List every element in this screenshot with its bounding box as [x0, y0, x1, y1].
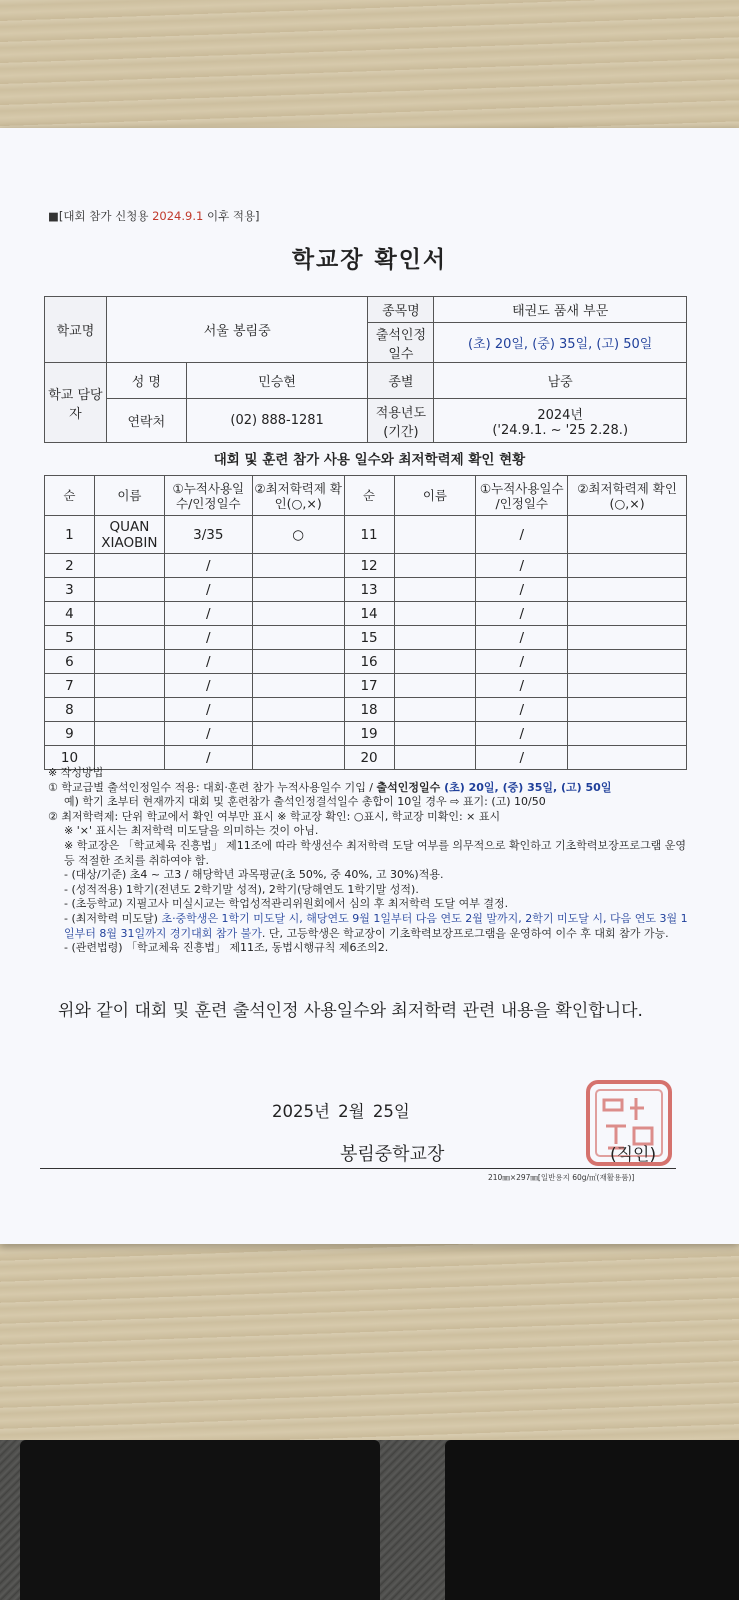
row-number: 17: [344, 674, 394, 698]
paper-spec: 210㎜×297㎜[일반용지 60g/㎡(재활용품)]: [488, 1173, 635, 1182]
note-1-example: 예) 학기 초부터 현재까지 대회 및 훈련참가 출석인정결석일수 총합이 10일 경우 ⇨ 표기: (고) 10/50: [64, 795, 546, 809]
note-5: - (대상/기준) 초4 ~ 고3 / 해당학년 과목평균(초 50%, 중 40%, 고 30%)적용.: [64, 868, 444, 882]
note-8: [48, 912, 696, 941]
seal-label: (직인): [610, 1145, 657, 1165]
table-row: [45, 650, 687, 674]
used-days: /: [476, 578, 568, 602]
student-name: [94, 578, 164, 602]
min-academic-check: [568, 698, 687, 722]
table-row: [45, 722, 687, 746]
year-cell: [434, 399, 687, 443]
row-number: 19: [344, 722, 394, 746]
row-number: 12: [344, 554, 394, 578]
header-no-2: 순: [344, 476, 394, 516]
min-academic-check: [568, 554, 687, 578]
student-name: [394, 698, 476, 722]
principal-name: 봉림중학교장: [340, 1144, 445, 1165]
used-days: /: [164, 650, 252, 674]
row-number: 3: [45, 578, 95, 602]
note-8-tail: . 단, 고등학생은 학교장이 기초학력보장프로그램을 운영하여 이수 후 대회 참가 가능.: [261, 926, 669, 940]
note-1-days: (초) 20일, (중) 35일, (고) 50일: [440, 780, 612, 794]
school-value: 서울 봉림중: [106, 297, 368, 363]
student-name: [394, 674, 476, 698]
min-academic-check: [568, 674, 687, 698]
used-days: /: [164, 674, 252, 698]
name-label: 성 명: [106, 363, 186, 399]
row-number: 2: [45, 554, 95, 578]
note-1: [48, 781, 696, 796]
header-name: 이름: [94, 476, 164, 516]
min-academic-check: [252, 626, 344, 650]
contact-value: (02) 888-1281: [186, 399, 368, 443]
student-name: [394, 516, 476, 554]
student-name: [94, 554, 164, 578]
header-days-2: ①누적사용일수 /인정일수: [476, 476, 568, 516]
student-name: [394, 626, 476, 650]
min-academic-check: [252, 674, 344, 698]
roster-subtitle: 대회 및 훈련 참가 사용 일수와 최저학력제 확인 현황: [213, 452, 526, 468]
document-title: 학교장 확인서: [291, 247, 448, 273]
year-value: 2024년: [537, 407, 583, 423]
top-note-prefix: ■[대회 참가 신청용: [48, 209, 153, 223]
row-number: 11: [344, 516, 394, 554]
school-label: 학교명: [45, 297, 107, 363]
used-days: /: [476, 602, 568, 626]
used-days: /: [164, 602, 252, 626]
min-academic-check: [568, 602, 687, 626]
header-name-2: 이름: [394, 476, 476, 516]
table-row: [45, 674, 687, 698]
note-2: ② 최저학력제: 단위 학교에서 확인 여부만 표시 ※ 학교장 확인: ○표시, 학교장 미확인: × 표시: [48, 809, 501, 823]
used-days: /: [476, 554, 568, 578]
min-academic-check: [252, 578, 344, 602]
row-number: 4: [45, 602, 95, 626]
event-label: 종목명: [368, 297, 434, 323]
student-name: QUAN XIAOBIN: [94, 516, 164, 554]
header-check-2: ②최저학력제 확인(○,×): [568, 476, 687, 516]
table-row: [45, 698, 687, 722]
used-days: /: [164, 554, 252, 578]
note-1-bold: 출석인정일수: [376, 780, 441, 794]
header-days: ①누적사용일수/인정일수: [164, 476, 252, 516]
used-days: /: [164, 626, 252, 650]
student-name: [94, 722, 164, 746]
student-name: [94, 602, 164, 626]
used-days: /: [476, 746, 568, 770]
declaration: 위와 같이 대회 및 훈련 출석인정 사용일수와 최저학력 관련 내용을 확인합니다.: [58, 1001, 643, 1021]
issue-date: 2025년 2월 25일: [272, 1102, 410, 1121]
min-academic-check: [252, 554, 344, 578]
row-number: 16: [344, 650, 394, 674]
row-number: 20: [344, 746, 394, 770]
used-days: /: [476, 650, 568, 674]
row-number: 1: [45, 516, 95, 554]
used-days: /: [164, 578, 252, 602]
student-name: [394, 722, 476, 746]
trouser-leg-left: [20, 1440, 380, 1600]
used-days: /: [164, 698, 252, 722]
row-number: 5: [45, 626, 95, 650]
student-name: [94, 650, 164, 674]
roster-body: [45, 516, 687, 770]
event-value: 태권도 품새 부문: [434, 297, 687, 323]
attendance-value: (초) 20일, (중) 35일, (고) 50일: [434, 323, 687, 363]
min-academic-check: [252, 722, 344, 746]
row-number: 14: [344, 602, 394, 626]
note-1-text: ① 학교급별 출석인정일수 적용: 대회·훈련 참가 누적사용일수 기입 /: [48, 780, 377, 794]
used-days: /: [164, 722, 252, 746]
row-number: 6: [45, 650, 95, 674]
min-academic-check: ○: [252, 516, 344, 554]
table-row: [45, 602, 687, 626]
trouser-leg-right: [445, 1440, 739, 1600]
note-3: ※ '×' 표시는 최저학력 미도달을 의미하는 것이 아님.: [64, 824, 319, 838]
row-number: 8: [45, 698, 95, 722]
used-days: /: [476, 722, 568, 746]
min-academic-check: [568, 722, 687, 746]
row-number: 18: [344, 698, 394, 722]
note-8-label: - (최저학력 미도달): [64, 911, 162, 925]
attendance-label: 출석인정 일수: [368, 323, 434, 363]
student-name: [94, 626, 164, 650]
used-days: /: [164, 746, 252, 770]
note-9: - (관련법령) 「학교체육 진흥법」 제11조, 동법시행규칙 제6조의2.: [64, 941, 389, 955]
min-academic-check: [568, 650, 687, 674]
top-note: [48, 208, 260, 224]
name-value: 민승현: [186, 363, 368, 399]
category-label: 종별: [368, 363, 434, 399]
min-academic-check: [568, 626, 687, 650]
row-number: 10: [45, 746, 95, 770]
student-name: [394, 650, 476, 674]
row-number: 9: [45, 722, 95, 746]
table-row: [45, 578, 687, 602]
manager-label: 학교 담당자: [45, 363, 107, 443]
table-row: [45, 554, 687, 578]
certificate-paper: [0, 128, 739, 1244]
note-4: ※ 학교장은 「학교체육 진흥법」 제11조에 따라 학생선수 최저학력 도달 여부를 의무적으로 확인하고 기초학력보장프로그램 운영 등 적절한 조치를 취하여야 함.: [64, 838, 686, 867]
used-days: /: [476, 674, 568, 698]
top-note-suffix: 이후 적용]: [203, 209, 260, 223]
student-name: [394, 554, 476, 578]
notes-heading: ※ 작성방법: [48, 766, 104, 779]
note-6: - (성적적용) 1학기(전년도 2학기말 성적), 2학기(당해연도 1학기말 성적).: [64, 882, 419, 896]
writing-instructions: [48, 766, 696, 956]
note-8-blue: 초·중학생은 1학기 미도달 시, 해당연도 9월 1일부터 다음 연도 2월 말까지, 2학기 미도달 시, 다음 연도 3월 1일부터 8월 31일까지 경기대회 참가 불가: [64, 911, 688, 940]
header-check: ②최저학력제 확인(○,×): [252, 476, 344, 516]
student-name: [394, 578, 476, 602]
bottom-divider: [40, 1168, 676, 1169]
min-academic-check: [568, 578, 687, 602]
contact-label: 연락처: [106, 399, 186, 443]
used-days: 3/35: [164, 516, 252, 554]
table-row: [45, 516, 687, 554]
used-days: /: [476, 698, 568, 722]
note-7: - (초등학교) 지필고사 미실시교는 학업성적관리위원회에서 심의 후 최저학력 도달 여부 결정.: [64, 897, 509, 911]
used-days: /: [476, 516, 568, 554]
min-academic-check: [252, 650, 344, 674]
table-row: [45, 626, 687, 650]
category-value: 남중: [434, 363, 687, 399]
row-number: 7: [45, 674, 95, 698]
student-name: [94, 674, 164, 698]
student-name: [94, 698, 164, 722]
row-number: 13: [344, 578, 394, 602]
row-number: 15: [344, 626, 394, 650]
period-value: ('24.9.1. ~ '25 2.28.): [492, 422, 629, 438]
top-note-date: 2024.9.1: [152, 209, 204, 223]
header-no: 순: [45, 476, 95, 516]
school-info-table: [44, 296, 687, 443]
min-academic-check: [252, 698, 344, 722]
roster-table: [44, 475, 687, 770]
year-label: 적용년도 (기간): [368, 399, 434, 443]
used-days: /: [476, 626, 568, 650]
min-academic-check: [568, 516, 687, 554]
student-name: [394, 602, 476, 626]
min-academic-check: [252, 602, 344, 626]
